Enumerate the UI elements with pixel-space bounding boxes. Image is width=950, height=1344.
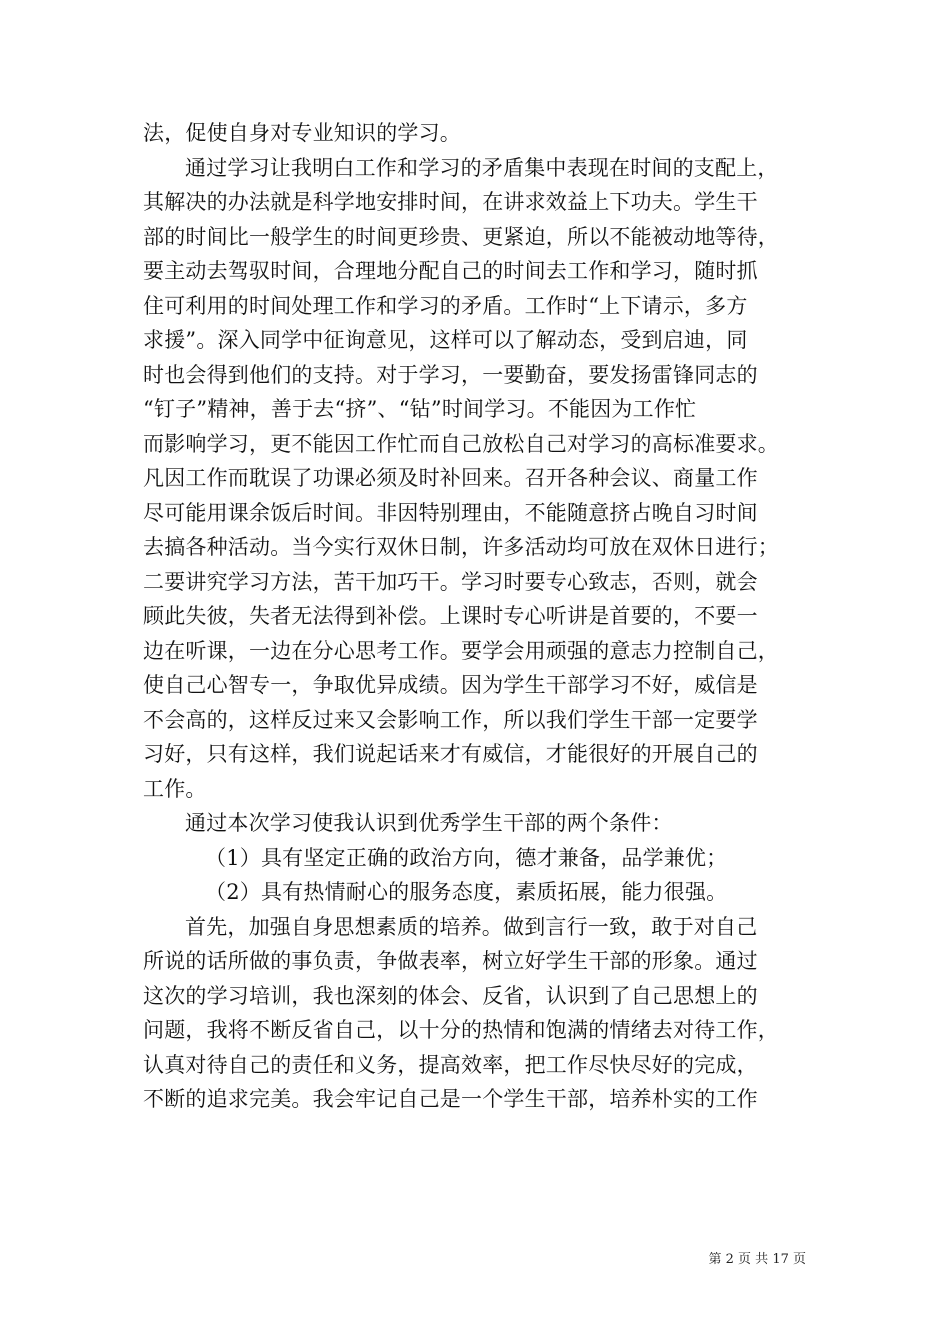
text-line: 时也会得到他们的支持。对于学习，一要勤奋，要发扬雷锋同志的 xyxy=(143,362,758,387)
text-line: 顾此失彼，失者无法得到补偿。上课时专心听讲是首要的，不要一 xyxy=(143,604,758,628)
text-line: 尽可能用课余饭后时间。非因特别理由，不能随意挤占晚自习时间 xyxy=(143,500,758,525)
text-line: 问题，我将不断反省自己，以十分的热情和饱满的情绪去对待工作， xyxy=(143,1018,779,1042)
text-line: 要主动去驾驭时间，合理地分配自己的时间去工作和学习，随时抓 xyxy=(143,259,758,283)
page-number-footer: 第 2 页 共 17 页 xyxy=(708,1252,806,1267)
text-line: 去搞各种活动。当今实行双休日制，许多活动均可放在双休日进行； xyxy=(143,535,779,559)
text-line: 而影响学习，更不能因工作忙而自己放松自己对学习的高标准要求。 xyxy=(143,431,779,456)
list-item: （2）具有热情耐心的服务态度，素质拓展，能力很强。 xyxy=(205,880,728,904)
text-line: 这次的学习培训，我也深刻的体会、反省，认识到了自己思想上的 xyxy=(143,983,758,1008)
text-line: 求援”。深入同学中征询意见，这样可以了解动态，受到启迪，同 xyxy=(143,328,748,352)
text-line: 工作。 xyxy=(143,776,207,801)
text-line: 边在听课，一边在分心思考工作。要学会用顽强的意志力控制自己， xyxy=(143,638,779,663)
text-line: 不断的追求完美。我会牢记自己是一个学生干部，培养朴实的工作 xyxy=(143,1087,758,1111)
text-line: 认真对待自己的责任和义务，提高效率，把工作尽快尽好的完成， xyxy=(143,1052,758,1077)
text-line: 二要讲究学习方法，苦干加巧干。学习时要专心致志，否则，就会 xyxy=(143,569,758,594)
text-line: 部的时间比一般学生的时间更珍贵、更紧迫，所以不能被动地等待， xyxy=(143,224,779,249)
text-line: 不会高的，这样反过来又会影响工作，所以我们学生干部一定要学 xyxy=(143,707,758,732)
text-line: 其解决的办法就是科学地安排时间，在讲求效益上下功夫。学生干 xyxy=(143,190,758,214)
paragraph-start: 首先，加强自身思想素质的培养。做到言行一致，敢于对自己 xyxy=(185,914,758,939)
paragraph-start: 通过学习让我明白工作和学习的矛盾集中表现在时间的支配上， xyxy=(185,155,779,180)
text-line: 使自己心智专一，争取优异成绩。因为学生干部学习不好，威信是 xyxy=(143,673,758,697)
text-line: 凡因工作而耽误了功课必须及时补回来。召开各种会议、商量工作 xyxy=(143,466,758,490)
text-line: 所说的话所做的事负责，争做表率，树立好学生干部的形象。通过 xyxy=(143,949,758,973)
text-line: 住可利用的时间处理工作和学习的矛盾。工作时“上下请示，多方 xyxy=(143,293,748,318)
paragraph-start: 通过本次学习使我认识到优秀学生干部的两个条件： xyxy=(185,811,673,835)
body-text xyxy=(143,116,833,1117)
text-line: 法，促使自身对专业知识的学习。 xyxy=(143,121,461,145)
text-line: “钉子”精神，善于去“挤”、“钻”时间学习。不能因为工作忙 xyxy=(143,397,697,421)
list-item: （1）具有坚定正确的政治方向，德才兼备，品学兼优； xyxy=(205,845,728,870)
text-line: 习好，只有这样，我们说起话来才有威信，才能很好的开展自己的 xyxy=(143,742,758,766)
